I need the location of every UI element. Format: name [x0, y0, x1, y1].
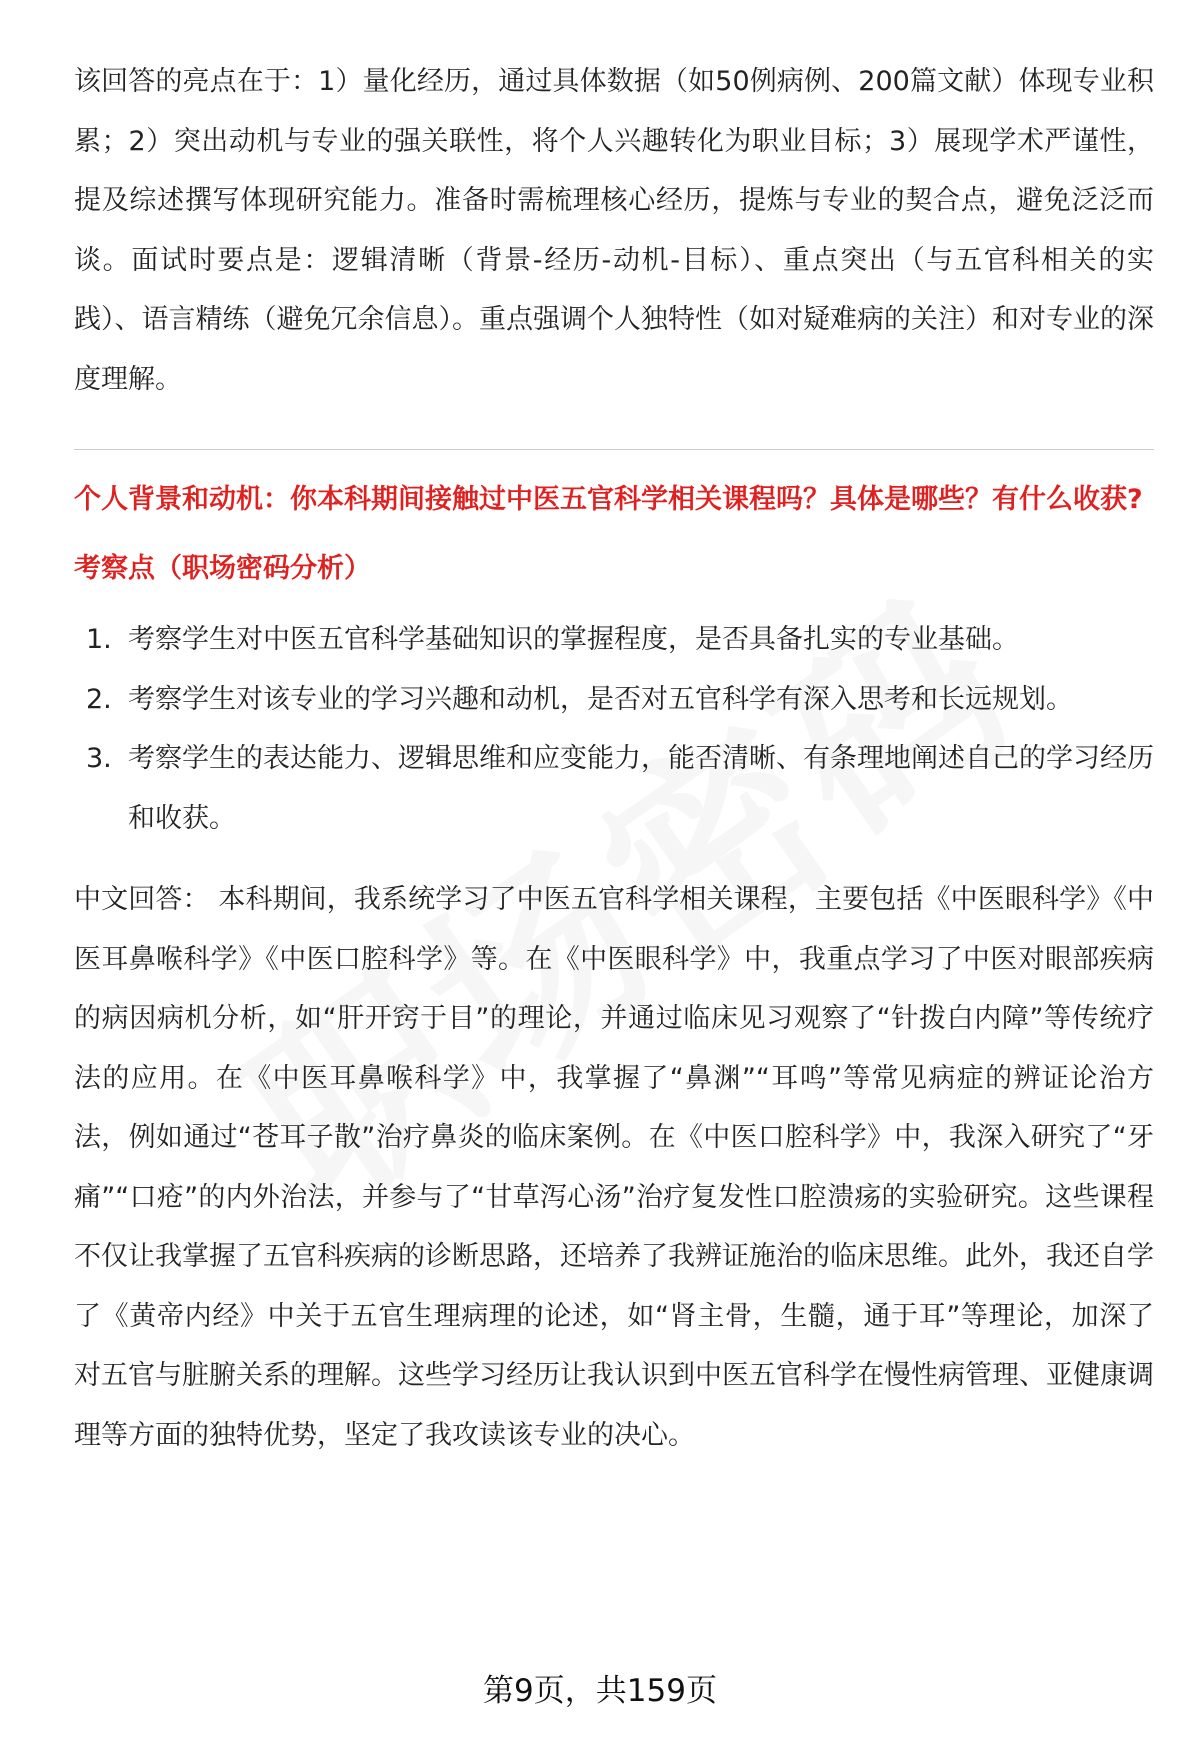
- list-item: [74, 729, 1154, 848]
- list-item-text: 考察学生的表达能力、逻辑思维和应变能力，能否清晰、有条理地阐述自己的学习经历和收获。: [128, 743, 1154, 834]
- section-divider: [74, 449, 1154, 450]
- answer-paragraph: 中文回答： 本科期间，我系统学习了中医五官科学相关课程，主要包括《中医眼科学》《中医耳鼻喉科学》《中医口腔科学》等。在《中医眼科学》中，我重点学习了中医对眼部疾病的病因病机分析，如“肝开窍于目”的理论，并通过临床见习观察了“针拨白内障”等传统疗法的应用。在《中医耳鼻喉科学》中，我掌握了“鼻渊”“耳鸣”等常见病症的辨证论治方法，例如通过“苍耳子散”治疗鼻炎的临床案例。在《中医口腔科学》中，我深入研究了“牙痛”“口疮”的内外治法，并参与了“甘草泻心汤”治疗复发性口腔溃疡的实验研究。这些课程不仅让我掌握了五官科疾病的诊断思路，还培养了我辨证施治的临床思维。此外，我还自学了《黄帝内经》中关于五官生理病理的论述，如“肾主骨，生髓，通于耳”等理论，加深了对五官与脏腑关系的理解。这些学习经历让我认识到中医五官科学在慢性病管理、亚健康调理等方面的独特优势，坚定了我攻读该专业的决心。: [74, 884, 1154, 1451]
- list-item-text: 考察学生对该专业的学习兴趣和动机，是否对五官科学有深入思考和长远规划。: [128, 683, 1073, 715]
- document-page: [74, 52, 1154, 1465]
- intro-paragraph: 该回答的亮点在于：1）量化经历，通过具体数据（如50例病例、200篇文献）体现专业积累；2）突出动机与专业的强关联性，将个人兴趣转化为职业目标；3）展现学术严谨性，提及综述撰写体现研究能力。准备时需梳理核心经历，提炼与专业的契合点，避免泛泛而谈。面试时要点是：逻辑清晰（背景-经历-动机-目标）、重点突出（与五官科相关的实践）、语言精练（避免冗余信息）。重点强调个人独特性（如对疑难病的关注）和对专业的深度理解。: [74, 66, 1154, 395]
- list-item-text: 考察学生对中医五官科学基础知识的掌握程度，是否具备扎实的专业基础。: [128, 624, 1019, 655]
- subhead-assessment-points: 考察点（职场密码分析）: [74, 553, 371, 584]
- page-number-footer: 第9页，共159页: [483, 1673, 717, 1709]
- list-item: [74, 670, 1154, 730]
- list-item: [74, 610, 1154, 670]
- list-item-number: 3.: [86, 743, 112, 774]
- list-item-number: 1.: [86, 624, 112, 655]
- question-heading: 个人背景和动机：你本科期间接触过中医五官科学相关课程吗？具体是哪些？有什么收获?: [74, 484, 1143, 515]
- assessment-points-list: [74, 610, 1154, 848]
- list-item-number: 2.: [86, 683, 112, 715]
